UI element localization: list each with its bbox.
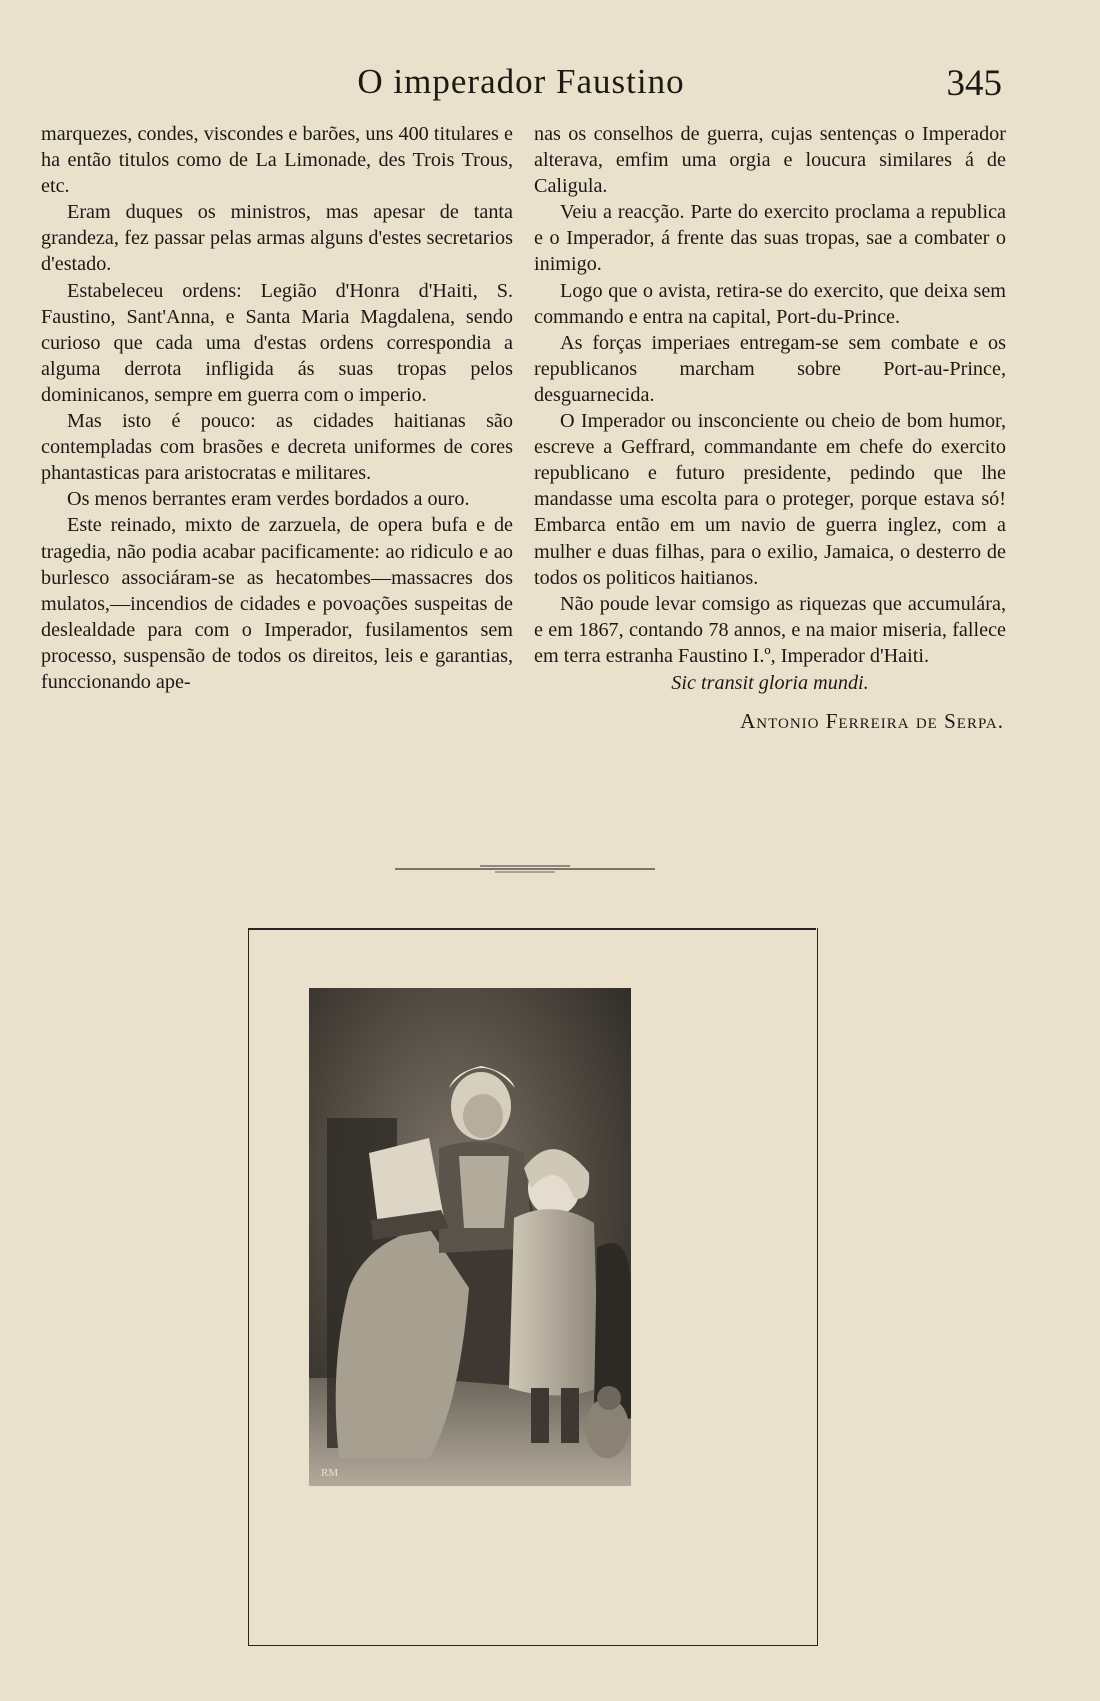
author-signature: Antonio Ferreira de Serpa. (740, 709, 1004, 734)
ornamental-divider (395, 863, 655, 875)
paragraph: Estabeleceu ordens: Legião d'Honra d'Haiti, S. Faustino, Sant'Anna, e Santa Maria Magdalena, sendo curioso que cada uma d'estas ordens correspondia a alguma derrota infligida ás suas tropas pelos dominicanos, sempre em guerra com o imperio. (41, 279, 513, 406)
paragraph: nas os conselhos de guerra, cujas sentenças o Imperador alterava, emfim uma orgia e loucura similares á de Caligula. (534, 123, 1006, 198)
paragraph: Veiu a reacção. Parte do exercito proclama a republica e o Imperador, á frente das suas tropas, sae a combater o inimigo. (534, 201, 1006, 276)
artist-initials: RM (321, 1467, 339, 1479)
paragraph: O Imperador ou insconciente ou cheio de bom humor, escreve a Geffrard, commandante em chefe do exercito republicano e futuro presidente, pedindo que lhe mandasse uma escolta para o proteger, porque estava só! Embarca então em um navio de guerra inglez, com a mulher e duas filhas, para o exilio, Jamaica, o desterro de todos os politicos haitianos. (534, 410, 1006, 589)
page-header (40, 62, 1002, 112)
paragraph: marquezes, condes, viscondes e barões, uns 400 titulares e ha então titulos como de La Limonade, des Trois Trous, etc. (41, 123, 513, 198)
paragraph: Logo que o avista, retira-se do exercito, que deixa sem commando e entra na capital, Port-du-Prince. (534, 279, 1006, 328)
paragraph: Não poude levar comsigo as riquezas que accumulára, e em 1867, contando 78 annos, e na maior miseria, fallece em terra estranha Faustino I.º, Imperador d'Haiti. (534, 592, 1006, 667)
left-column (41, 121, 513, 695)
paragraph: As forças imperiaes entregam-se sem combate e os republicanos marcham sobre Port-au-Prince, desguarnecida. (534, 331, 1006, 406)
running-title: O imperador Faustino (357, 62, 685, 101)
paragraph: Mas isto é pouco: as cidades haitianas são contempladas com brasões e decreta uniformes de cores phantasticas para aristocratas e militares. (41, 410, 513, 485)
paragraph: Os menos berrantes eram verdes bordados a ouro. (67, 488, 470, 511)
right-column (534, 121, 1006, 734)
paragraph: Este reinado, mixto de zarzuela, de opera bufa e de tragedia, não podia acabar pacificamente: ao ridiculo e ao burlesco associáram-se as hecatombes—massacres dos mulatos,—incendios de cidades e povoações suspeitas de deslealdade para com o Imperador, fusilamentos sem processo, suspensão de todos os direitos, leis e garantias, funccionando ape- (41, 514, 513, 693)
closing-motto: Sic transit gloria mundi. (671, 671, 869, 694)
paragraph: Eram duques os ministros, mas apesar de tanta grandeza, fez passar pelas armas alguns d'estes secretarios d'estado. (41, 201, 513, 276)
page-number: 345 (946, 63, 1002, 104)
engraving-grandmother-and-child (309, 988, 631, 1486)
